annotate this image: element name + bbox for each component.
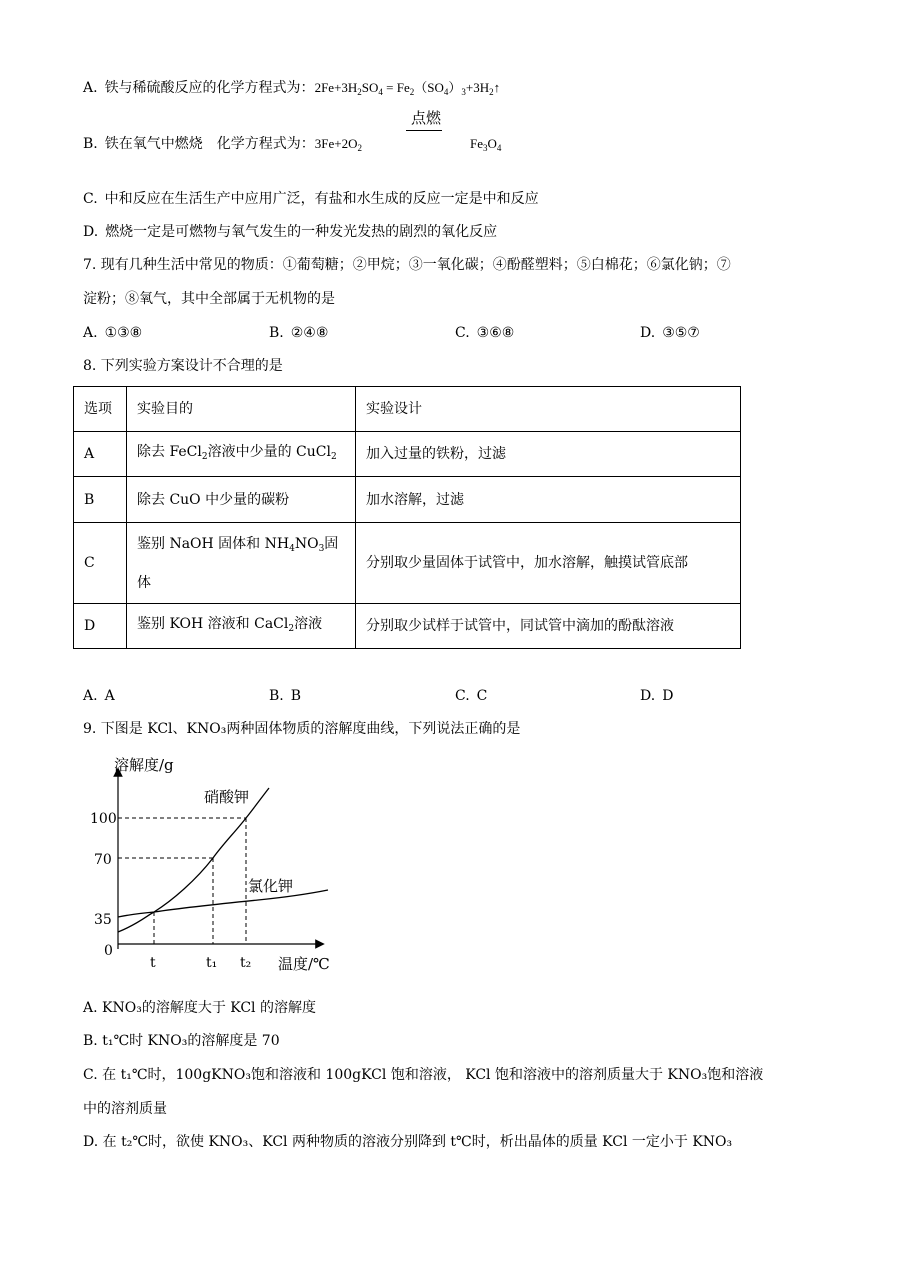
series-label-kno3: 硝酸钾 <box>204 788 250 806</box>
row-design: 加水溶解，过滤 <box>356 477 741 523</box>
header-goal: 实验目的 <box>127 387 356 432</box>
q6-option-c: C. 中和反应在生活生产中应用广泛，有盐和水生成的反应一定是中和反应 <box>83 191 539 207</box>
reaction-condition: 点燃 <box>410 109 441 127</box>
row-design: 分别取少量固体于试管中，加水溶解，触摸试管底部 <box>356 523 741 604</box>
y-tick-label: 35 <box>94 912 112 928</box>
row-goal: 除去 CuO 中少量的碳粉 <box>127 477 356 523</box>
q9-choice-c[interactable]: C. 在 t₁℃时，100gKNO₃饱和溶液和 100gKCl 饱和溶液， KCl 饱和溶液中的溶剂质量大于 KNO₃饱和溶液 <box>83 1067 764 1083</box>
q8-stem: 8. 下列实验方案设计不合理的是 <box>83 358 283 374</box>
q7-choice-d[interactable]: D. ③⑤⑦ <box>640 325 700 341</box>
q9-stem: 9. 下图是 KCl、KNO₃两种固体物质的溶解度曲线，下列说法正确的是 <box>83 721 521 737</box>
x-axis-label: 温度/℃ <box>278 955 330 973</box>
y-tick-label: 100 <box>90 811 117 827</box>
x-tick-label: t₂ <box>240 955 252 971</box>
q6-b-formula-right: $Fe_3O_4$ <box>470 136 502 153</box>
x-tick-label: t <box>150 955 156 971</box>
q7-choice-a[interactable]: A. ①③⑧ <box>83 325 143 341</box>
row-goal: 鉴别 NaOH 固体和 $NH_4NO_3$固体 <box>127 523 356 604</box>
q7-choices <box>83 323 783 343</box>
experiment-table <box>73 386 741 649</box>
y-tick-label: 0 <box>104 943 113 959</box>
q6-option-b: B. 铁在氧气中燃烧 化学方程式为：$3Fe+2O_2$ <box>83 136 362 153</box>
table-header-row <box>74 387 741 432</box>
y-axis-label: 溶解度/g <box>114 756 174 774</box>
q8-choice-c[interactable]: C. C <box>455 688 488 704</box>
q6-b-formula-left: $3Fe+2O_2$ <box>314 136 362 153</box>
q8-choice-b[interactable]: B. B <box>269 688 302 704</box>
q7-stem-line1: 7. 现有几种生活中常见的物质：①葡萄糖；②甲烷；③一氧化碳；④酚醛塑料；⑤白棉花；⑥氯化钠；⑦ <box>83 257 731 273</box>
row-option: A <box>74 432 127 477</box>
q6-option-a: A. 铁与稀硫酸反应的化学方程式为：$2Fe+3H_2SO_4$ = $Fe_2(SO_4)_3+3H_2↑$ <box>83 80 501 97</box>
row-goal: 除去 FeCl$_2$溶液中少量的 CuCl$_2$ <box>127 432 356 477</box>
solubility-chart <box>88 752 348 977</box>
q9-choice-b[interactable]: B. t₁℃时 KNO₃的溶解度是 70 <box>83 1033 280 1049</box>
header-option: 选项 <box>74 387 127 432</box>
q9-choice-d[interactable]: D. 在 t₂℃时，欲使 KNO₃、KCl 两种物质的溶液分别降到 t℃时，析出晶体的质量 KCl 一定小于 KNO₃ <box>83 1134 733 1150</box>
table-row <box>74 477 741 523</box>
q6-a-formula: $2Fe+3H_2SO_4$ = $Fe_2(SO_4)_3+3H_2↑$ <box>314 80 501 97</box>
q7-stem-line2: 淀粉；⑧氧气，其中全部属于无机物的是 <box>83 291 335 307</box>
row-option: B <box>74 477 127 523</box>
row-option: D <box>74 604 127 649</box>
row-design: 加入过量的铁粉，过滤 <box>356 432 741 477</box>
reaction-arrow-line <box>406 130 442 131</box>
series-label-kcl: 氯化钾 <box>248 877 294 895</box>
q6-option-d: D. 燃烧一定是可燃物与氧气发生的一种发光发热的剧烈的氧化反应 <box>83 224 498 240</box>
q9-choice-c-continued: 中的溶剂质量 <box>83 1101 167 1117</box>
q8-choices <box>83 686 783 706</box>
q8-choice-a[interactable]: A. A <box>83 688 115 704</box>
x-tick-label: t₁ <box>206 955 218 971</box>
kcl-curve <box>118 890 328 917</box>
q7-choice-b[interactable]: B. ②④⑧ <box>269 325 329 341</box>
header-design: 实验设计 <box>356 387 741 432</box>
table-row <box>74 432 741 477</box>
q8-choice-d[interactable]: D. D <box>640 688 674 704</box>
q9-choice-a[interactable]: A. KNO₃的溶解度大于 KCl 的溶解度 <box>83 1000 316 1016</box>
row-option: C <box>74 523 127 604</box>
table-row <box>74 523 741 604</box>
row-design: 分别取少试样于试管中，同试管中滴加的酚酞溶液 <box>356 604 741 649</box>
q7-choice-c[interactable]: C. ③⑥⑧ <box>455 325 515 341</box>
row-goal: 鉴别 KOH 溶液和 CaCl$_2$溶液 <box>127 604 356 649</box>
table-row <box>74 604 741 649</box>
y-tick-label: 70 <box>94 852 112 868</box>
